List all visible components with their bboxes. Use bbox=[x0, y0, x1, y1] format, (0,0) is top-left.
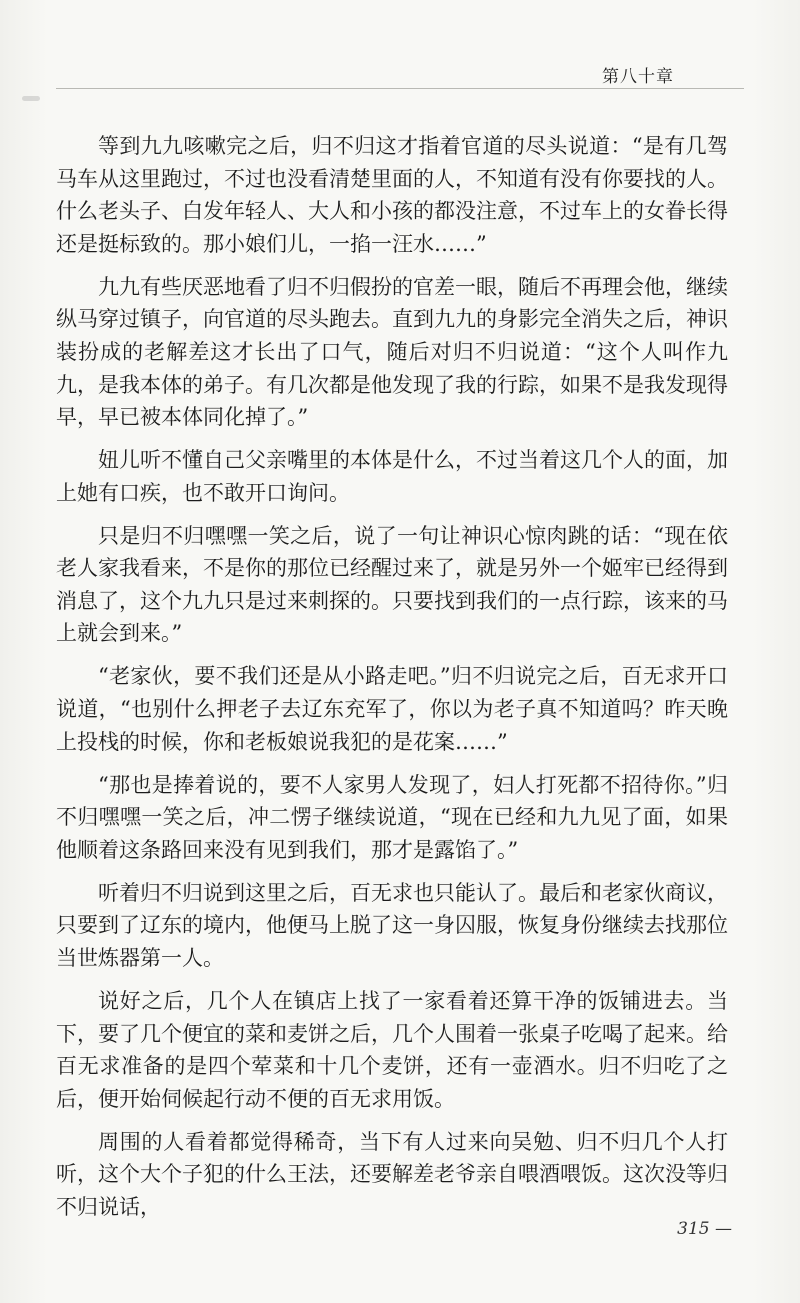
page-footer bbox=[56, 1205, 744, 1245]
running-header bbox=[56, 62, 744, 89]
body-text bbox=[56, 130, 728, 1234]
page-number: 315 — bbox=[677, 1219, 732, 1239]
chapter-title: 第八十章 bbox=[602, 67, 674, 87]
paragraph: 妞儿听不懂自己父亲嘴里的本体是什么，不过当着这几个人的面，加上她有口疾，也不敢开口询问。 bbox=[56, 448, 728, 505]
paragraph: 周围的人看着都觉得稀奇，当下有人过来向吴勉、归不归几个人打听，这个大个子犯的什么王法，还要解差老爷亲自喂酒喂饭。这次没等归不归说话， bbox=[56, 1129, 728, 1219]
paragraph: “老家伙，要不我们还是从小路走吧。”归不归说完之后，百无求开口说道，“也别什么押老子去辽东充军了，你以为老子真不知道吗？昨天晚上投栈的时候，你和老板娘说我犯的是花案……” bbox=[56, 664, 728, 754]
paragraph: 听着归不归说到这里之后，百无求也只能认了。最后和老家伙商议，只要到了辽东的境内，他便马上脱了这一身囚服，恢复身份继续去找那位当世炼器第一人。 bbox=[56, 880, 728, 970]
paragraph: 等到九九咳嗽完之后，归不归这才指着官道的尽头说道：“是有几驾马车从这里跑过，不过也没看清楚里面的人，不知道有没有你要找的人。什么老头子、白发年轻人、大人和小孩的都没注意，不过车上的女眷长得还是挺标致的。那小娘们儿，一掐一汪水……” bbox=[56, 134, 728, 256]
paragraph: 只是归不归嘿嘿一笑之后，说了一句让神识心惊肉跳的话：“现在依老人家我看来，不是你的那位已经醒过来了，就是另外一个姬牢已经得到消息了，这个九九只是过来刺探的。只要找到我们的一点行踪，该来的马上就会到来。” bbox=[56, 523, 728, 646]
paragraph: 九九有些厌恶地看了归不归假扮的官差一眼，随后不再理会他，继续纵马穿过镇子，向官道的尽头跑去。直到九九的身影完全消失之后，神识装扮成的老解差这才长出了口气，随后对归不归说道：“这个人叫作九九，是我本体的弟子。有几次都是他发现了我的行踪，如果不是我发现得早，早已被本体同化掉了。” bbox=[56, 274, 728, 430]
paragraph: 说好之后，几个人在镇店上找了一家看着还算干净的饭铺进去。当下，要了几个便宜的菜和麦饼之后，几个人围着一张桌子吃喝了起来。给百无求准备的是四个荤菜和十几个麦饼，还有一壶酒水。归不归吃了之后，便开始伺候起行动不便的百无求用饭。 bbox=[56, 988, 728, 1111]
scan-smudge bbox=[22, 96, 40, 101]
paragraph: “那也是捧着说的，要不人家男人发现了，妇人打死都不招待你。”归不归嘿嘿一笑之后，冲二愣子继续说道，“现在已经和九九见了面，如果他顺着这条路回来没有见到我们，那才是露馅了。” bbox=[56, 772, 728, 862]
